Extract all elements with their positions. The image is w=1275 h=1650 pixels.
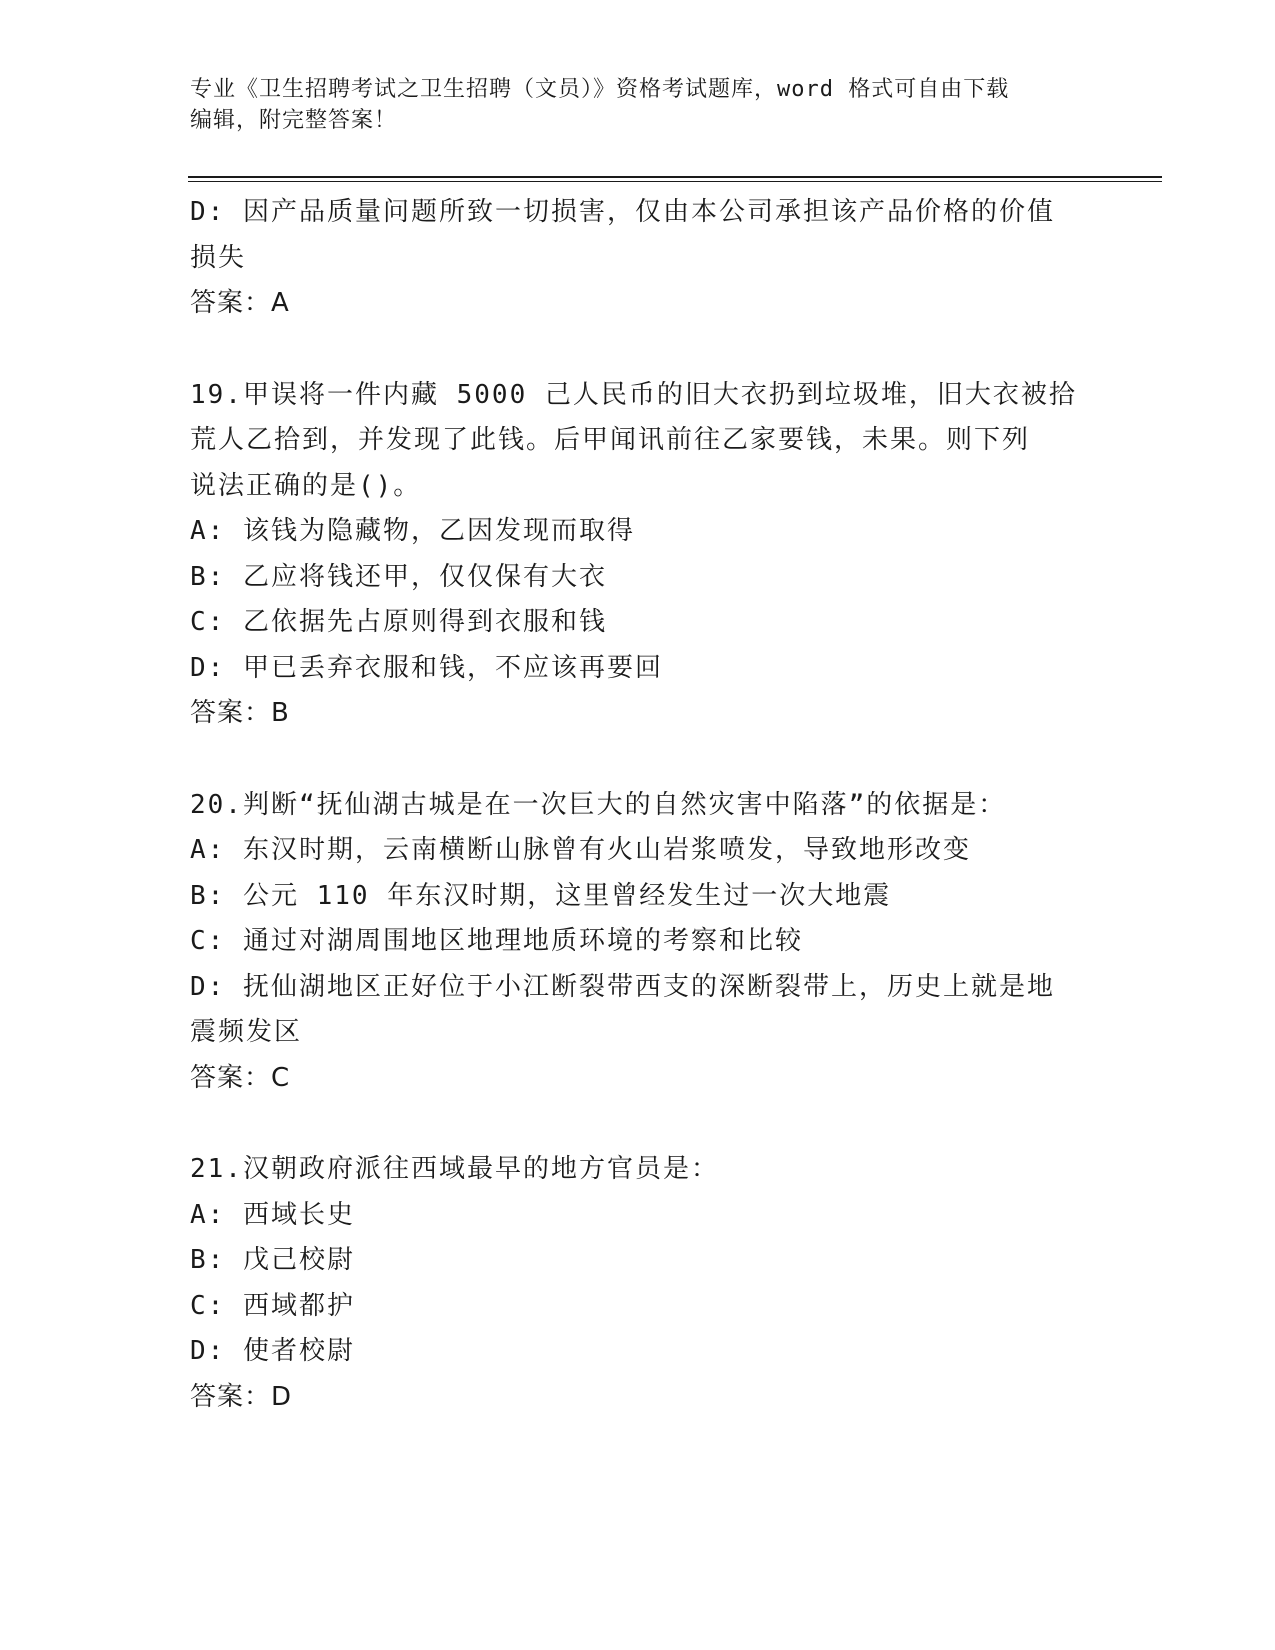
question-stem: 荒人乙拾到，并发现了此钱。后甲闻讯前往乙家要钱，未果。则下列: [190, 425, 1031, 455]
option-a: A: 该钱为隐藏物，乙因发现而取得: [190, 516, 635, 546]
answer-line: 答案：D: [190, 1381, 293, 1412]
question-19: [190, 373, 1090, 737]
question-stem: 20.判断“抚仙湖古城是在一次巨大的自然灾害中陷落”的依据是：: [190, 789, 1007, 820]
question-20: [190, 783, 1090, 1102]
option-d: D: 因产品质量问题所致一切损害，仅由本公司承担该产品价格的价值: [190, 197, 1055, 227]
option-a: A: 西域长史: [190, 1199, 355, 1230]
answer-line: 答案：A: [190, 288, 290, 318]
option-a: A: 东汉时期，云南横断山脉曾有火山岩浆喷发，导致地形改变: [190, 835, 971, 865]
spacer: [190, 327, 1090, 373]
option-d-continuation: 损失: [190, 242, 247, 273]
option-d: D: 使者校尉: [190, 1336, 355, 1366]
header-rule-thick: [188, 176, 1162, 178]
header-rule-thin: [188, 181, 1162, 182]
option-b: B: 戊己校尉: [190, 1245, 355, 1275]
spacer: [190, 737, 1090, 783]
option-c: C: 西域都护: [190, 1290, 355, 1321]
answer-line: 答案：B: [190, 698, 290, 728]
question-stem: 说法正确的是()。: [190, 470, 422, 501]
previous-question-tail: [190, 190, 1090, 327]
option-d-continuation: 震频发区: [190, 1017, 303, 1047]
option-b: B: 乙应将钱还甲，仅仅保有大衣: [190, 561, 607, 592]
question-stem: 19.甲误将一件内藏 5000 己人民币的旧大衣扔到垃圾堆，旧大衣被拾: [190, 379, 1077, 410]
header-line-1: 专业《卫生招聘考试之卫生招聘（文员）》资格考试题库，word 格式可自由下载: [190, 77, 1010, 102]
header-line-2: 编辑，附完整答案！: [190, 108, 398, 133]
document-body: [190, 190, 1090, 1420]
option-c: C: 通过对湖周围地区地理地质环境的考察和比较: [190, 926, 803, 956]
document-header: [190, 74, 1090, 136]
question-stem: 21.汉朝政府派往西域最早的地方官员是：: [190, 1154, 719, 1184]
option-c: C: 乙依据先占原则得到衣服和钱: [190, 607, 607, 637]
question-21: [190, 1147, 1090, 1420]
option-d: D: 甲已丢弃衣服和钱，不应该再要回: [190, 652, 663, 683]
answer-line: 答案：C: [190, 1062, 291, 1093]
option-d: D: 抚仙湖地区正好位于小江断裂带西支的深断裂带上，历史上就是地: [190, 971, 1055, 1002]
option-b: B: 公元 110 年东汉时期，这里曾经发生过一次大地震: [190, 880, 892, 911]
spacer: [190, 1101, 1090, 1147]
